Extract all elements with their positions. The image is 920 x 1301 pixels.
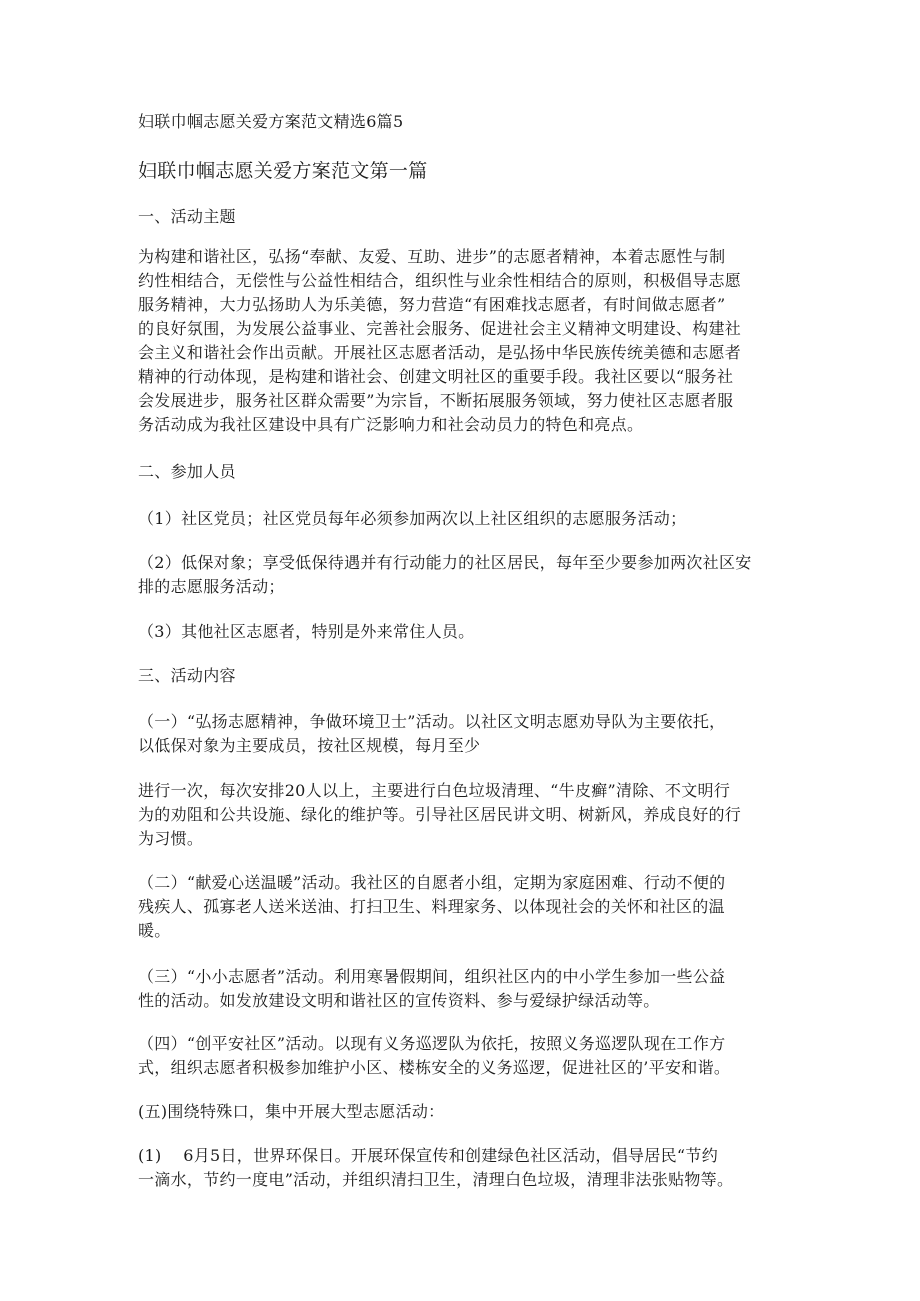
heading-line: 一、活动主题: [138, 207, 236, 226]
paragraph-line: （三）“小小志愿者”活动。利用寒暑假期间，组织社区内的中小学生参加一些公益: [138, 967, 726, 986]
paragraph-activity-2: [138, 871, 788, 943]
heading-activity-theme: [138, 205, 788, 229]
paragraph-line: 残疾人、孤寡老人送米送油、打扫卫生、料理家务、以体现社会的关怀和社区的温: [138, 897, 725, 916]
paragraph-line: 务活动成为我社区建设中具有广泛影响力和社会动员力的特色和亮点。: [138, 415, 644, 434]
paragraph-line: 为习惯。: [138, 829, 204, 848]
paragraph-line: 的良好氛围，为发展公益事业、完善社会服务、促进社会主义精神文明建设、构建社: [138, 319, 742, 338]
paragraph-line: （二）“献爱心送温暖”活动。我社区的自愿者小组，定期为家庭困难、行动不便的: [138, 873, 726, 892]
paragraph-activity-5-1: [138, 1144, 788, 1192]
paragraph-activity-1: [138, 710, 788, 758]
paragraph-activity-3: [138, 965, 788, 1013]
heading-line: 二、参加人员: [138, 462, 236, 481]
paragraph-line: （四）“创平安社区”活动。以现有义务巡逻队为依托，按照义务巡逻队现在工作方: [138, 1034, 726, 1053]
paragraph-line: （一）“弘扬志愿精神，争做环境卫士”活动。以社区文明志愿劝导队为主要依托，: [138, 712, 726, 731]
paragraph-line: 以低保对象为主要成员，按社区规模，每月至少: [138, 736, 481, 755]
paragraph-line: (五)围绕特殊口，集中开展大型志愿活动：: [138, 1102, 445, 1121]
paragraph-participants-2: [138, 551, 788, 599]
paragraph-line: （2）低保对象；享受低保待遇并有行动能力的社区居民，每年至少要参加两次社区安: [138, 553, 752, 572]
heading-activity-content: [138, 664, 788, 688]
paragraph-line: 一滴水，节约一度电”活动，并组织清扫卫生，清理白色垃圾，清理非法张贴物等。: [138, 1170, 734, 1189]
paragraph-line: (1) 6月5日，世界环保日。开展环保宣传和创建绿色社区活动，倡导居民“节约: [138, 1146, 718, 1165]
section-title-text: 妇联巾帼志愿关爱方案范文第一篇: [138, 160, 428, 182]
section-title: [138, 157, 788, 185]
paragraph-line: 会发展进步，服务社区群众需要”为宗旨，不断拓展服务领域，努力使社区志愿者服: [138, 391, 734, 410]
paragraph-line: 精神的行动体现，是构建和谐社会、创建文明社区的重要手段。我社区要以“服务社: [138, 367, 734, 386]
paragraph-line: 会主义和谐社会作出贡献。开展社区志愿者活动，是弘扬中华民族传统美德和志愿者: [138, 343, 742, 362]
paragraph-line: （1）社区党员；社区党员每年必须参加两次以上社区组织的志愿服务活动；: [138, 509, 687, 528]
paragraph-line: 为的劝阻和公共设施、绿化的维护等。引导社区居民讲文明、树新风，养成良好的行: [138, 805, 742, 824]
paragraph-activity-4: [138, 1032, 788, 1080]
paragraph-line: 性的活动。如发放建设文明和谐社区的宣传资料、参与爱绿护绿活动等。: [138, 991, 660, 1010]
paragraph-line: 约性相结合，无偿性与公益性相结合，组织性与业余性相结合的原则，积极倡导志愿: [138, 271, 742, 290]
heading-participants: [138, 460, 788, 484]
document-title-text: 妇联巾帼志愿关爱方案范文精选6篇5: [138, 112, 404, 131]
paragraph-line: 式，组织志愿者积极参加维护小区、楼栋安全的义务巡逻，促进社区的’平安和谐。: [138, 1058, 731, 1077]
document-title: [138, 110, 788, 134]
paragraph-line: 进行一次，每次安排20人以上，主要进行白色垃圾清理、“牛皮癣”清除、不文明行: [138, 781, 731, 800]
paragraph-activity-5: [138, 1100, 788, 1124]
paragraph-participants-1: [138, 507, 788, 531]
paragraph-activity-1-cont: [138, 779, 788, 851]
paragraph-participants-3: [138, 620, 788, 644]
paragraph-theme: [138, 245, 788, 437]
paragraph-line: 排的志愿服务活动；: [138, 577, 285, 596]
paragraph-line: （3）其他社区志愿者，特别是外来常住人员。: [138, 622, 475, 641]
heading-line: 三、活动内容: [138, 666, 236, 685]
paragraph-line: 服务精神，大力弘扬助人为乐美德，努力营造“有困难找志愿者，有时间做志愿者”: [138, 295, 726, 314]
paragraph-line: 为构建和谐社区，弘扬“奉献、友爱、互助、进步”的志愿者精神，本着志愿性与制: [138, 247, 726, 266]
paragraph-line: 暖。: [138, 921, 171, 940]
